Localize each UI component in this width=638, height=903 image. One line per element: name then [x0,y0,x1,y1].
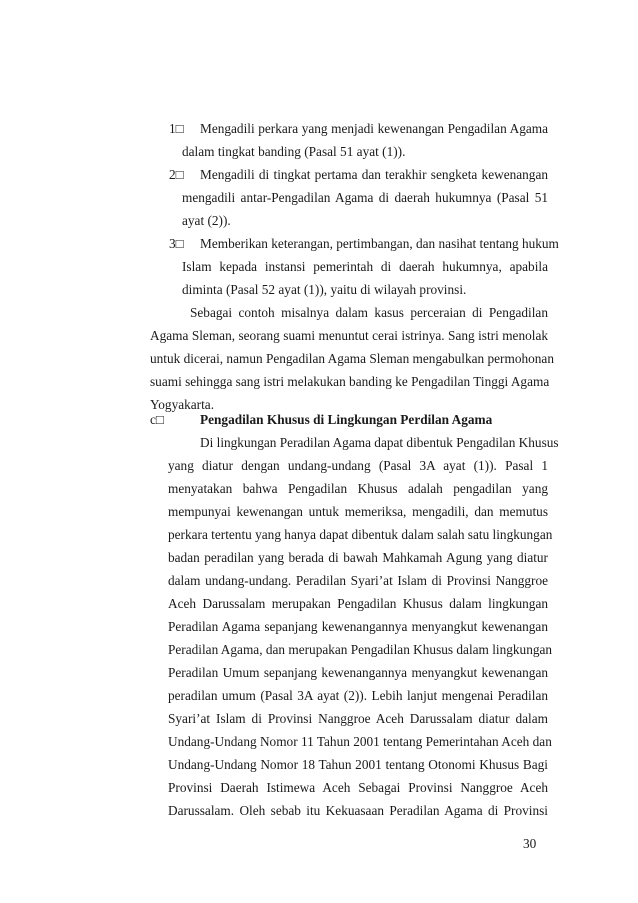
paragraph-line: peradilan umum (Pasal 3A ayat (2)). Lebih lanjut mengenai Peradilan [168,688,548,703]
paragraph-line: Sebagai contoh misalnya dalam kasus perceraian di Pengadilan [190,305,548,320]
list-item-line: Mengadili perkara yang menjadi kewenangan Pengadilan Agama [200,121,548,136]
paragraph-line: Agama Sleman, seorang suami menuntut cerai istrinya. Sang istri menolak [150,328,548,343]
paragraph-line: Undang-Undang Nomor 18 Tahun 2001 tentang Otonomi Khusus Bagi [168,757,548,772]
paragraph-line: Peradilan Umum sepanjang kewenangannya menyangkut kewenangan [168,665,548,680]
page-number: 30 [523,836,537,851]
paragraph-line: perkara tertentu yang hanya dapat dibentuk dalam salah satu lingkungan [168,527,553,542]
list-item-line: dalam tingkat banding (Pasal 51 ayat (1)). [182,144,406,159]
list-item-line: Mengadili di tingkat pertama dan terakhir sengketa kewenangan [200,167,548,182]
paragraph-line: Peradilan Agama, dan merupakan Pengadilan Khusus dalam lingkungan [168,642,553,657]
paragraph-line: menyatakan bahwa Pengadilan Khusus adalah pengadilan yang [168,481,548,496]
list-marker: 3□ [169,236,184,251]
list-item-line: Islam kepada instansi pemerintah di daerah hukumnya, apabila [182,259,548,274]
paragraph-line: Syari’at Islam di Provinsi Nanggroe Aceh Darussalam diatur dalam [168,711,548,726]
paragraph-line: Yogyakarta. [150,397,215,412]
paragraph-line: untuk dicerai, namun Pengadilan Agama Sleman mengabulkan permohonan [150,351,554,366]
paragraph-line: Undang-Undang Nomor 11 Tahun 2001 tentang Pemerintahan Aceh dan [168,734,552,749]
paragraph-line: Peradilan Agama sepanjang kewenangannya menyangkut kewenangan [168,619,548,634]
list-item-line: ayat (2)). [182,213,231,228]
paragraph-line: Aceh Darussalam merupakan Pengadilan Khusus dalam lingkungan [168,596,548,611]
list-item-line: diminta (Pasal 52 ayat (1)), yaitu di wilayah provinsi. [182,282,467,297]
paragraph-line: dalam undang-undang. Peradilan Syari’at Islam di Provinsi Nanggroe [168,573,548,588]
paragraph-line: yang diatur dengan undang-undang (Pasal 3A ayat (1)). Pasal 1 [168,458,548,473]
section-marker: c□ [150,412,164,427]
paragraph-line: Darussalam. Oleh sebab itu Kekuasaan Peradilan Agama di Provinsi [168,803,548,818]
paragraph-line: mempunyai kewenangan untuk memeriksa, mengadili, dan memutus [168,504,548,519]
list-item-line: Memberikan keterangan, pertimbangan, dan nasihat tentang hukum [200,236,559,251]
paragraph-line: Di lingkungan Peradilan Agama dapat dibentuk Pengadilan Khusus [200,435,559,450]
paragraph-line: Provinsi Daerah Istimewa Aceh Sebagai Provinsi Nanggroe Aceh [168,780,548,795]
list-item-line: mengadili antar-Pengadilan Agama di daerah hukumnya (Pasal 51 [182,190,548,205]
paragraph-line: suami sehingga sang istri melakukan banding ke Pengadilan Tinggi Agama [150,374,550,389]
list-marker: 2□ [169,167,184,182]
paragraph-line: badan peradilan yang berada di bawah Mahkamah Agung yang diatur [168,550,548,565]
list-marker: 1□ [169,121,184,136]
section-heading: Pengadilan Khusus di Lingkungan Perdilan Agama [200,412,493,427]
